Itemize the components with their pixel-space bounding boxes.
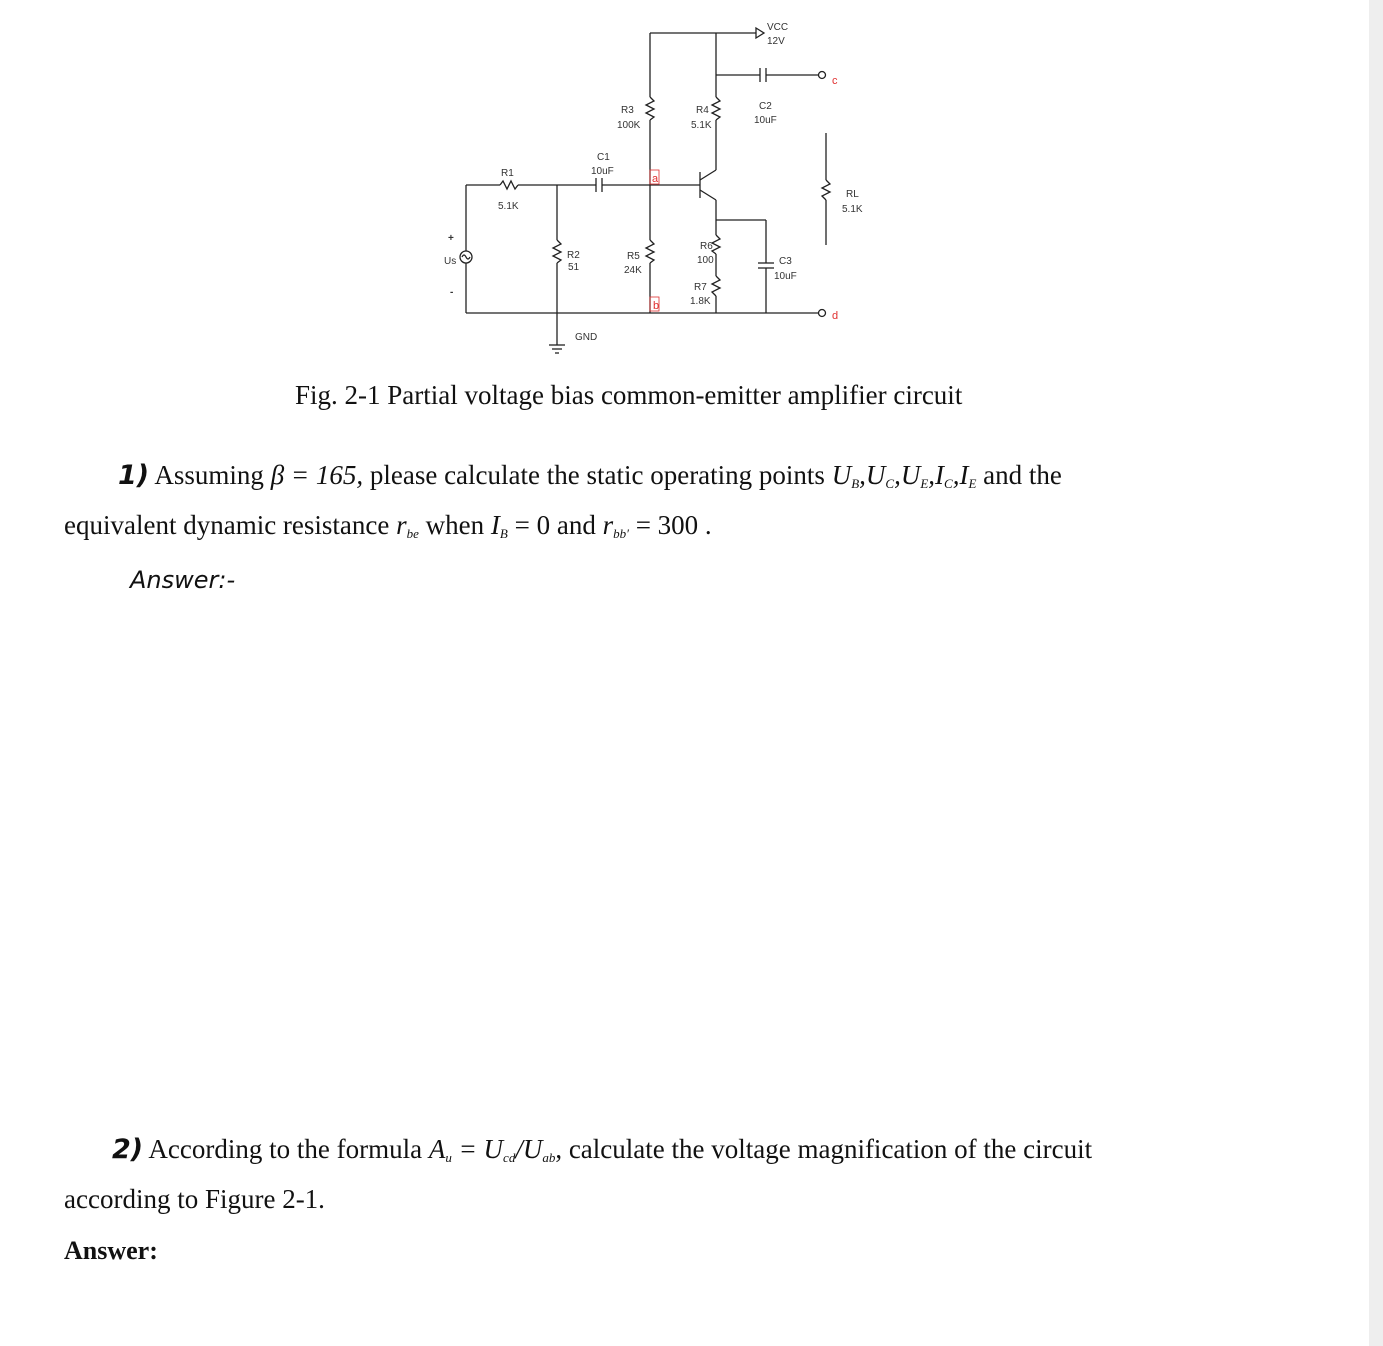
r3-label: R3 bbox=[621, 105, 634, 116]
minus-sign: - bbox=[450, 287, 454, 298]
r4-value: 5.1K bbox=[691, 120, 712, 131]
plus-sign: + bbox=[448, 233, 454, 244]
answer-1-label: Answer:- bbox=[130, 566, 236, 594]
node-b-label: b bbox=[653, 300, 660, 312]
c1-label: C1 bbox=[597, 152, 610, 163]
q1-text-c: and the bbox=[983, 460, 1062, 490]
q1-eq300: = 300 . bbox=[635, 510, 712, 540]
q1-and: and bbox=[556, 510, 596, 540]
r3-value: 100K bbox=[617, 120, 641, 131]
q2-text-a: According to the formula bbox=[148, 1134, 423, 1164]
r1-label: R1 bbox=[501, 168, 514, 179]
gnd-label: GND bbox=[575, 332, 598, 343]
question-1-line-1 bbox=[118, 460, 1062, 492]
c3-label: C3 bbox=[779, 256, 792, 267]
r1-value: 5.1K bbox=[498, 201, 519, 212]
r4-label: R4 bbox=[696, 105, 709, 116]
q1-eq0: = 0 bbox=[514, 510, 551, 540]
q1-when: when bbox=[425, 510, 485, 540]
r2-label: R2 bbox=[567, 250, 580, 261]
r7-label: R7 bbox=[694, 282, 707, 293]
q1-text-b: please calculate the static operating points bbox=[369, 460, 825, 490]
q2-formula: $A_u = U_{cd}/U_{ab}$ bbox=[428, 1134, 556, 1165]
question-1-line-2 bbox=[64, 510, 712, 542]
rl-value: 5.1K bbox=[842, 204, 863, 215]
circuit-diagram bbox=[0, 0, 1383, 370]
question-1-number: 1) bbox=[118, 460, 150, 491]
c2-label: C2 bbox=[759, 101, 772, 112]
r5-label: R5 bbox=[627, 251, 640, 262]
q1-beta: β = 165, bbox=[270, 460, 364, 490]
c2-value: 10uF bbox=[754, 115, 777, 126]
figure-caption: Fig. 2-1 Partial voltage bias common-emitter amplifier circuit bbox=[295, 380, 963, 410]
q2-text-b: , calculate the voltage magnification of the circuit bbox=[555, 1134, 1093, 1164]
c3-value: 10uF bbox=[774, 271, 797, 282]
r2-value: 51 bbox=[568, 262, 580, 273]
r6-value: 100 bbox=[697, 255, 714, 266]
rl-label: RL bbox=[846, 189, 859, 200]
question-2-line-1 bbox=[112, 1134, 1092, 1166]
vcc-value: 12V bbox=[767, 36, 785, 47]
us-label: Us bbox=[444, 256, 457, 267]
q1-ib: $I_B$ bbox=[490, 510, 508, 541]
node-d-label: d bbox=[832, 310, 839, 322]
question-2-line-2: according to Figure 2-1. bbox=[64, 1184, 325, 1214]
node-c-label: c bbox=[832, 75, 838, 87]
r7-value: 1.8K bbox=[690, 296, 711, 307]
q1-text-d: equivalent dynamic resistance bbox=[64, 510, 390, 540]
node-a-label: a bbox=[652, 173, 659, 185]
q1-rbb: $r_{bb'}$ bbox=[602, 510, 629, 541]
r6-label: R6 bbox=[700, 241, 713, 252]
c1-value: 10uF bbox=[591, 166, 614, 177]
vcc-label: VCC bbox=[767, 22, 789, 33]
q1-rbe: $r_{be}$ bbox=[396, 510, 419, 541]
q1-vars: $U_B,U_C,U_E,I_C,I_E$ bbox=[831, 460, 977, 491]
r5-value: 24K bbox=[624, 265, 642, 276]
q1-text-a: Assuming bbox=[154, 460, 264, 490]
question-2-number: 2) bbox=[112, 1134, 144, 1165]
answer-2-label: Answer: bbox=[64, 1236, 158, 1265]
